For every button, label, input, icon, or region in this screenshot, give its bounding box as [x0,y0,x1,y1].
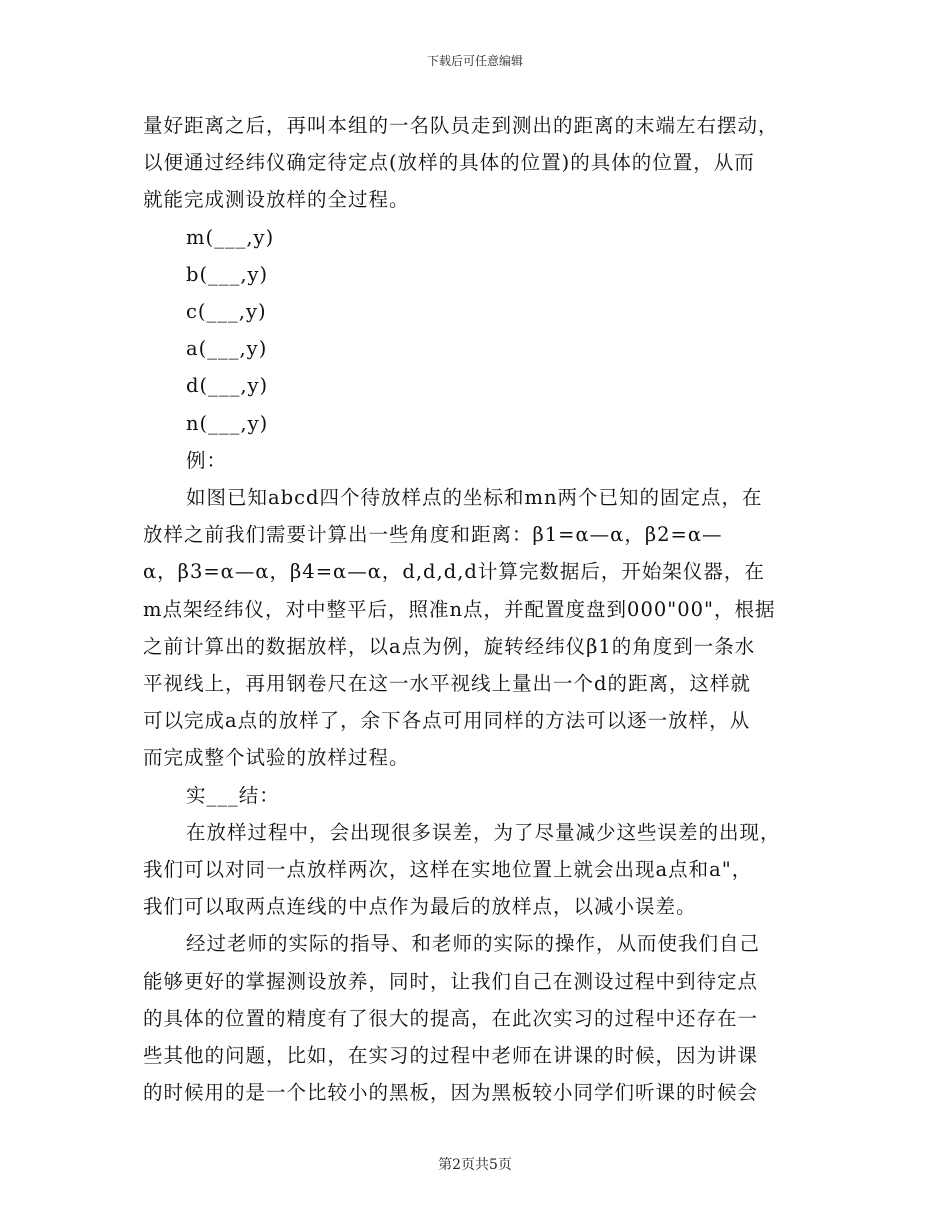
text-line: 的时候用的是一个比较小的黑板，因为黑板较小同学们听课的时候会 [143,1081,759,1105]
text-line: 而完成整个试验的放样过程。 [143,746,410,770]
text-line: 些其他的问题，比如，在实习的过程中老师在讲课的时候，因为讲课 [143,1044,759,1068]
text-line: 在放样过程中，会出现很多误差，为了尽量减少这些误差的出现， [186,820,781,844]
text-line: 以便通过经纬仪确定待定点(放样的具体的位置)的具体的位置，从而 [143,151,755,175]
text-line: 平视线上，再用钢卷尺在这一水平视线上量出一个d的距离，这样就 [143,672,751,696]
document-body [143,107,813,1111]
text-line: 就能完成测设放样的全过程。 [143,188,410,212]
text-line: 的具体的位置的精度有了很大的提高，在此次实习的过程中还存在一 [143,1006,759,1030]
coordinate-item-a: a(___,y) [186,337,268,361]
example-heading: 例： [186,448,228,472]
page-header: 下载后可任意编辑 [426,54,523,68]
text-line: 之前计算出的数据放样，以a点为例，旋转经纬仪β1的角度到一条水 [143,634,756,658]
coordinate-item-d: d(___,y) [186,374,269,398]
coordinate-item-b: b(___,y) [186,262,269,286]
text-line: 能够更好的掌握测设放养，同时，让我们自己在测设过程中到待定点 [143,969,759,993]
summary-heading: 实___结： [186,783,280,807]
text-line: m点架经纬仪，对中整平后，照准n点，并配置度盘到000"00"，根据 [143,597,776,621]
text-line: 我们可以取两点连线的中点作为最后的放样点，以减小误差。 [143,895,697,919]
text-line: 经过老师的实际的指导、和老师的实际的操作，从而使我们自己 [186,932,761,956]
text-line: 量好距离之后，再叫本组的一名队员走到测出的距离的末端左右摆动， [143,114,779,137]
page-number: 第2页共5页 [438,1157,512,1173]
text-line: 可以完成a点的放样了，余下各点可用同样的方法可以逐一放样，从 [143,709,751,733]
text-line: 如图已知abcd四个待放样点的坐标和mn两个已知的固定点，在 [186,486,763,510]
text-line: α，β3=α—α，β4=α—α，d,d,d,d计算完数据后，开始架仪器，在 [143,560,765,584]
coordinate-item-m: m(___,y) [186,225,275,249]
coordinate-item-c: c(___,y) [186,300,267,324]
coordinate-item-n: n(___,y) [186,411,269,435]
text-line: 我们可以对同一点放样两次，这样在实地位置上就会出现a点和a"， [143,858,753,882]
text-line: 放样之前我们需要计算出一些角度和距离：β1=α—α，β2=α— [143,523,723,547]
